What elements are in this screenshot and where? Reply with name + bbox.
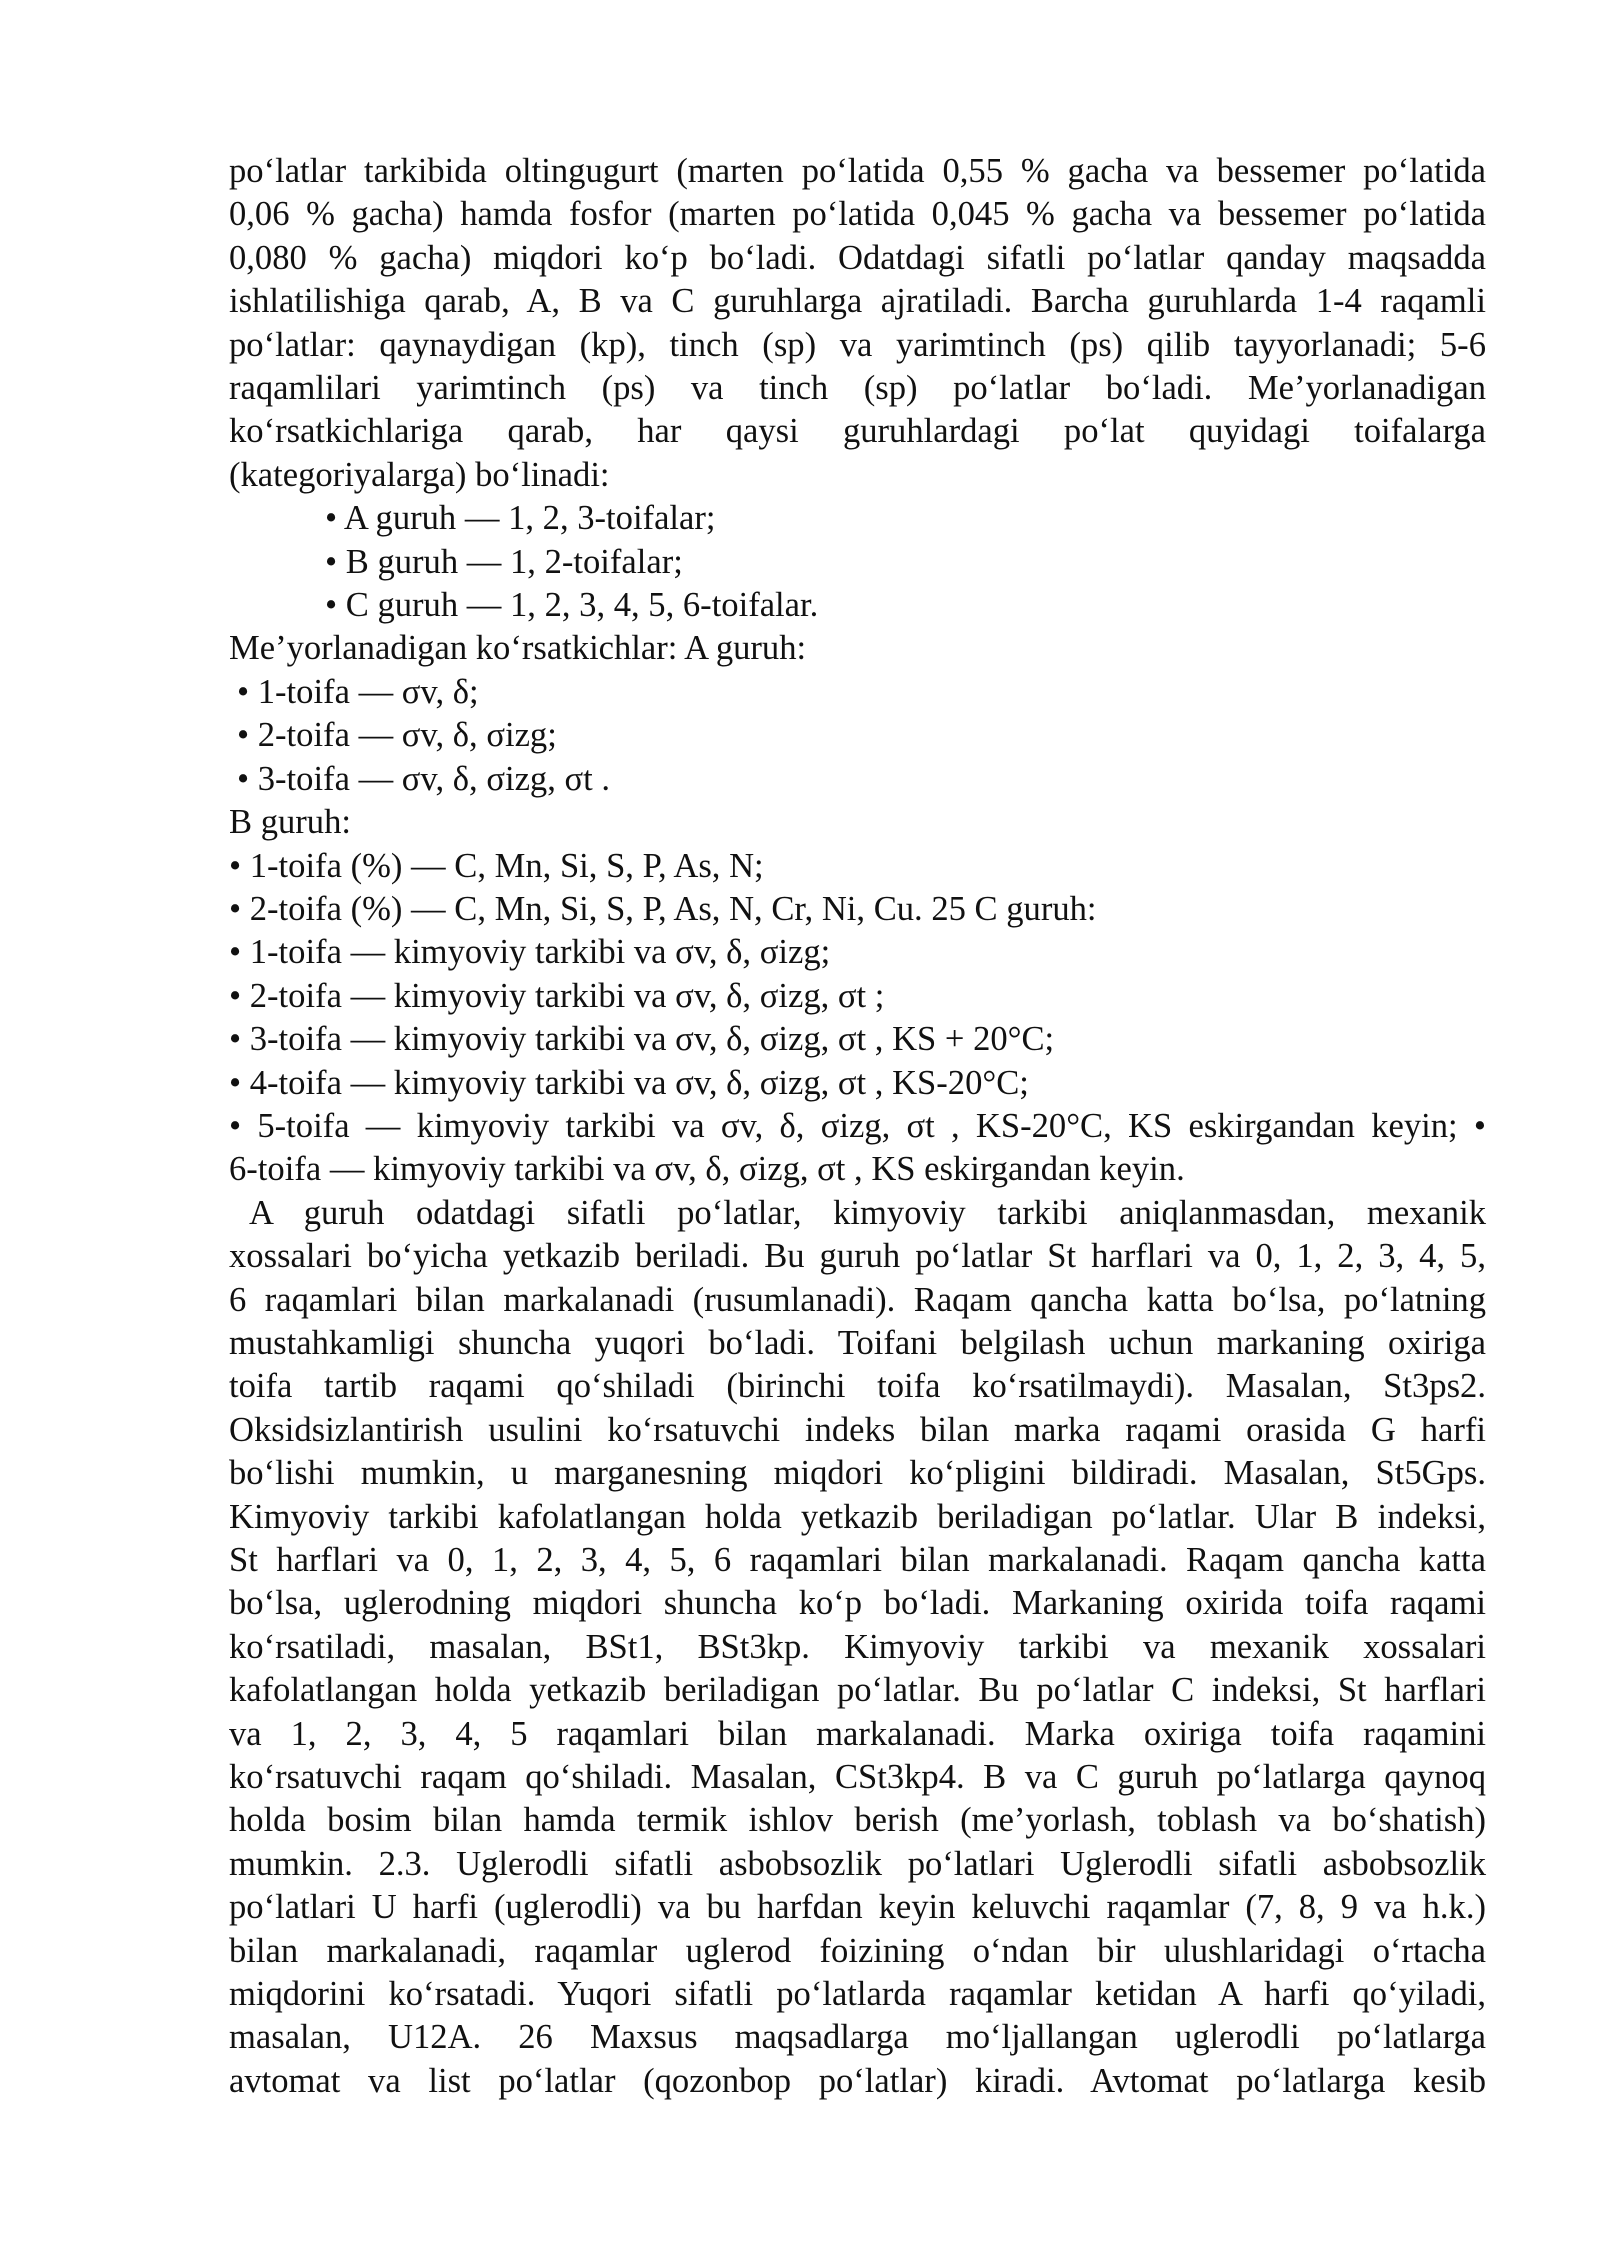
text-line: 0,080 % gacha) miqdori ko‘p bo‘ladi. Odatdagi sifatli po‘latlar qanday maqsadda [229, 238, 1486, 277]
indicators-section [229, 627, 1486, 1191]
text-line: masalan, U12A. 26 Maxsus maqsadlarga mo‘ljallangan uglerodli po‘latlarga [229, 2018, 1486, 2057]
list-item: • 2-toifa — σv, δ, σizg; [237, 716, 557, 755]
list-item: • 1-toifa — σv, δ; [237, 672, 479, 711]
text-line: ko‘rsatkichlariga qarab, har qaysi guruhlardagi po‘lat quyidagi toifalarga [229, 412, 1486, 451]
text-line: raqamlilari yarimtinch (ps) va tinch (sp) po‘latlar bo‘ladi. Me’yorlanadigan [229, 369, 1486, 408]
list-item: • 1-toifa (%) — C, Mn, Si, S, P, As, N; [229, 846, 764, 885]
text-line: miqdorini ko‘rsatadi. Yuqori sifatli po‘latlarda raqamlar ketidan A harfi qo‘yiladi, [229, 1975, 1486, 2014]
text-line: toifa tartib raqami qo‘shiladi (birinchi toifa ko‘rsatilmaydi). Masalan, St3ps2. [229, 1367, 1486, 1406]
text-line: po‘latlar tarkibida oltingugurt (marten po‘latida 0,55 % gacha va bessemer po‘latida [229, 152, 1486, 190]
list-item: • A guruh — 1, 2, 3-toifalar; [325, 499, 716, 538]
section-heading: B guruh: [229, 803, 351, 842]
text-line: ko‘rsatuvchi raqam qo‘shiladi. Masalan, CSt3kp4. B va C guruh po‘latlarga qaynoq [229, 1758, 1486, 1797]
text-line: po‘latlar: qaynaydigan (kp), tinch (sp) va yarimtinch (ps) qilib tayyorlanadi; 5-6 [229, 325, 1486, 364]
text-line: Kimyoviy tarkibi kafolatlangan holda yetkazib beriladigan po‘latlar. Ular B indeksi, [229, 1497, 1486, 1536]
text-line: bilan markalanadi, raqamlar uglerod foizining o‘ndan bir ulushlaridagi o‘rtacha [229, 1931, 1486, 1970]
list-item: • 2-toifa — kimyoviy tarkibi va σv, δ, σizg, σt ; [229, 976, 885, 1015]
list-item: • 5-toifa — kimyoviy tarkibi va σv, δ, σizg, σt , KS-20°C, KS eskirgandan keyin; • [229, 1106, 1486, 1145]
list-item: 6-toifa — kimyoviy tarkibi va σv, δ, σizg, σt , KS eskirgandan keyin. [229, 1150, 1185, 1189]
list-item: • B guruh — 1, 2-toifalar; [325, 542, 683, 581]
text-line: ko‘rsatiladi, masalan, BSt1, BSt3kp. Kimyoviy tarkibi va mexanik xossalari [229, 1627, 1486, 1666]
list-item: • 3-toifa — σv, δ, σizg, σt . [237, 759, 611, 798]
group-category-list [229, 497, 1486, 627]
document-page [229, 150, 1486, 2103]
list-item: • 4-toifa — kimyoviy tarkibi va σv, δ, σizg, σt , KS-20°C; [229, 1063, 1029, 1102]
text-line: St harflari va 0, 1, 2, 3, 4, 5, 6 raqamlari bilan markalanadi. Raqam qancha katta [229, 1541, 1486, 1579]
text-line: avtomat va list po‘latlar (qozonbop po‘latlar) kiradi. Avtomat po‘latlarga kesib [229, 2061, 1486, 2100]
text-line: va 1, 2, 3, 4, 5 raqamlari bilan markalanadi. Marka oxiriga toifa raqamini [229, 1714, 1486, 1753]
text-line: mumkin. 2.3. Uglerodli sifatli asbobsozlik po‘latlari Uglerodli sifatli asbobsozlik [229, 1844, 1486, 1883]
text-line: (kategoriyalarga) bo‘linadi: [229, 455, 610, 494]
text-line: ishlatilishiga qarab, A, B va C guruhlarga ajratiladi. Barcha guruhlarda 1-4 raqamli [229, 282, 1486, 321]
list-item: • 3-toifa — kimyoviy tarkibi va σv, δ, σizg, σt , KS + 20°C; [229, 1020, 1055, 1059]
text-line: kafolatlangan holda yetkazib beriladigan po‘latlar. Bu po‘latlar C indeksi, St harflari [229, 1671, 1486, 1710]
section-heading: Me’yorlanadigan ko‘rsatkichlar: A guruh: [229, 629, 807, 668]
list-item: • 1-toifa — kimyoviy tarkibi va σv, δ, σizg; [229, 933, 831, 972]
text-line: 6 raqamlari bilan markalanadi (rusumlanadi). Raqam qancha katta bo‘lsa, po‘latning [229, 1280, 1486, 1319]
list-item: • 2-toifa (%) — C, Mn, Si, S, P, As, N, Cr, Ni, Cu. 25 C guruh: [229, 889, 1097, 928]
text-line: 0,06 % gacha) hamda fosfor (marten po‘latida 0,045 % gacha va bessemer po‘latida [229, 195, 1486, 234]
text-line: A guruh odatdagi sifatli po‘latlar, kimyoviy tarkibi aniqlanmasdan, mexanik [249, 1193, 1486, 1232]
text-line: po‘latlari U harfi (uglerodli) va bu harfdan keyin keluvchi raqamlar (7, 8, 9 va h.k.) [229, 1888, 1486, 1927]
text-line: xossalari bo‘yicha yetkazib beriladi. Bu guruh po‘latlar St harflari va 0, 1, 2, 3, 4, 5, [229, 1237, 1486, 1276]
list-item: • C guruh — 1, 2, 3, 4, 5, 6-toifalar. [325, 586, 819, 625]
text-line: bo‘lsa, uglerodning miqdori shuncha ko‘p bo‘ladi. Markaning oxirida toifa raqami [229, 1584, 1486, 1623]
text-line: holda bosim bilan hamda termik ishlov berish (me’yorlash, toblash va bo‘shatish) [229, 1801, 1486, 1840]
intro-paragraph [229, 150, 1486, 497]
text-line: mustahkamligi shuncha yuqori bo‘ladi. Toifani belgilash uchun markaning oxiriga [229, 1323, 1486, 1362]
main-paragraph [229, 1192, 1486, 2104]
text-line: bo‘lishi mumkin, u marganesning miqdori ko‘pligini bildiradi. Masalan, St5Gps. [229, 1454, 1486, 1493]
text-line: Oksidsizlantirish usulini ko‘rsatuvchi indeks bilan marka raqami orasida G harfi [229, 1410, 1486, 1449]
